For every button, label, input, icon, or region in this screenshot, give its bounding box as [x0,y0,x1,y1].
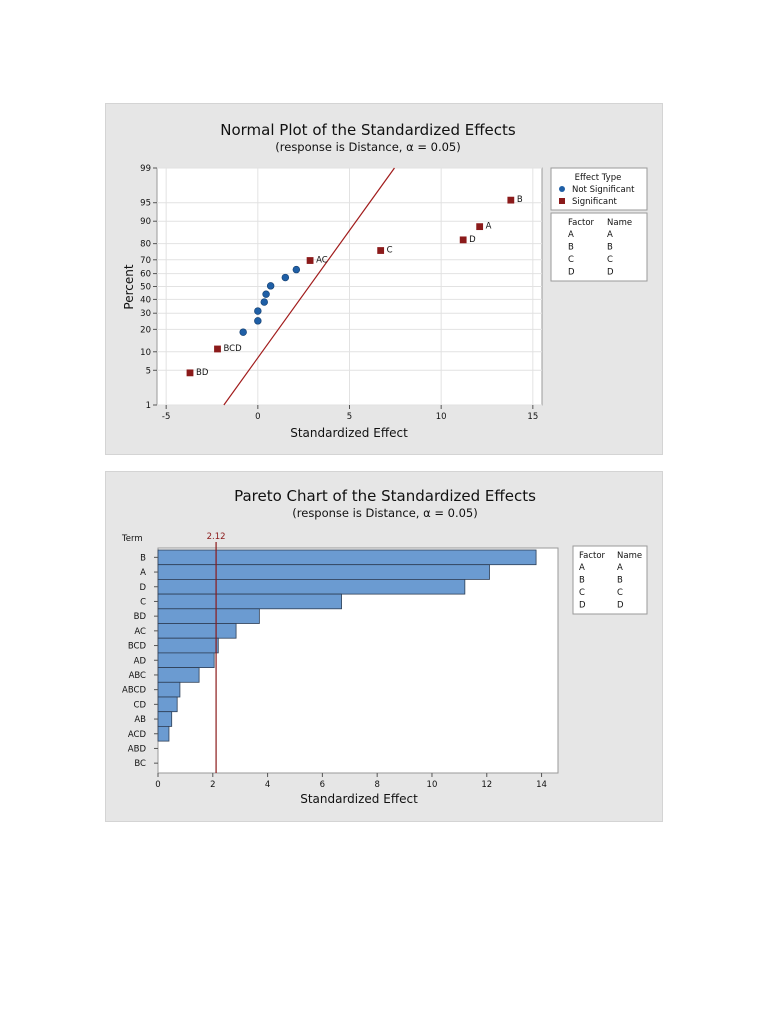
pareto-bar [158,697,177,712]
pareto-xtick-label: 2 [210,780,216,790]
normal-ytick-label: 30 [140,309,151,320]
not-significant-point [254,308,261,315]
normal-ytick-label: 95 [140,198,151,209]
pareto-bar [158,579,465,594]
pareto-term-tick-label: BD [133,612,146,623]
pareto-xtick-label: 8 [374,780,380,790]
effect-type-legend-title: Effect Type [574,173,622,183]
normal-factor-code: D [568,267,575,278]
not-significant-point [261,299,268,306]
normal-plot-xlabel: Standardized Effect [290,426,408,440]
pareto-chart-panel [105,471,663,822]
normal-factor-name: A [607,230,613,240]
normal-name-header: Name [607,218,633,228]
significant-legend-label: Significant [572,197,617,207]
normal-ytick-label: 5 [145,366,151,377]
pareto-factor-header: Factor [579,551,606,561]
not-significant-point [267,282,274,289]
normal-factor-name: D [607,267,614,278]
pareto-term-tick-label: C [140,597,146,608]
pareto-chart-subtitle: (response is Distance, α = 0.05) [292,506,478,520]
pareto-factor-code: C [579,588,585,598]
normal-plot-panel [105,103,663,455]
pareto-bar [158,638,218,653]
normal-xtick-label: 0 [255,412,261,422]
normal-factor-legend-box [551,213,647,281]
pareto-bar [158,624,236,639]
normal-factor-header: Factor [568,218,595,228]
significant-point [460,236,467,243]
normal-xtick-label: 5 [346,412,353,422]
normal-factor-name: B [607,242,613,253]
significant-point-label: D [469,234,476,245]
normal-plot-title: Normal Plot of the Standardized Effects [220,121,516,139]
pareto-xtick-label: 14 [536,780,547,790]
significant-point-label: B [516,195,523,206]
pareto-xtick-label: 4 [264,780,271,790]
normal-ytick-label: 80 [140,239,151,250]
pareto-term-tick-label: B [140,553,146,564]
significant-legend-marker [559,198,565,204]
significant-point-label: BCD [223,343,242,354]
normal-ytick-label: 20 [140,325,151,336]
normal-plot-subtitle: (response is Distance, α = 0.05) [275,140,461,154]
not-significant-legend-label: Not Significant [572,185,635,195]
normal-ytick-label: 90 [140,217,151,228]
pareto-xtick-label: 12 [481,780,493,790]
pareto-bar [158,668,199,683]
significant-point-label: BD [196,367,209,378]
significant-point [377,247,384,254]
pareto-term-tick-label: ACD [127,729,146,740]
pareto-factor-code: B [579,575,585,586]
significant-point [307,257,314,264]
pareto-name-header: Name [617,551,643,561]
significant-point [507,197,514,204]
pareto-term-tick-label: ABC [128,670,146,681]
normal-xtick-label: 10 [435,412,447,422]
pareto-term-tick-label: BCD [127,641,146,652]
significant-point [476,223,483,230]
pareto-term-tick-label: CD [133,700,146,711]
pareto-term-tick-label: D [139,582,146,593]
normal-factor-code: C [568,255,574,265]
pareto-reference-label: 2.12 [206,532,226,542]
normal-ytick-label: 1 [145,401,151,411]
pareto-bar [158,682,180,697]
normal-ytick-label: 40 [140,295,151,306]
pareto-term-tick-label: AC [134,626,146,637]
pareto-factor-code: A [579,563,585,573]
pareto-factor-code: D [579,600,586,611]
pareto-chart-svg [106,472,662,822]
normal-xtick-label: 15 [527,412,539,422]
normal-ytick-label: 70 [140,255,151,266]
not-significant-point [293,266,300,273]
pareto-term-tick-label: AB [134,715,146,726]
pareto-bar [158,594,342,609]
normal-xtick-label: -5 [161,412,171,422]
pareto-term-tick-label: ABCD [122,685,146,696]
normal-ytick-label: 50 [140,282,151,293]
pareto-term-label: Term [122,534,143,544]
normal-ytick-label: 60 [140,269,151,280]
pareto-term-tick-label: ABD [127,744,146,755]
not-significant-point [263,291,270,298]
normal-plot-ylabel: Percent [122,264,136,310]
pareto-xtick-label: 6 [319,780,326,790]
normal-factor-code: B [568,242,574,253]
pareto-bar [158,712,172,727]
pareto-term-tick-label: BC [134,759,146,770]
not-significant-point [282,274,289,281]
not-significant-legend-marker [559,186,565,192]
significant-point-label: A [485,221,492,232]
normal-factor-code: A [568,230,574,240]
pareto-factor-name: C [617,588,623,598]
pareto-factor-name: A [617,563,623,573]
pareto-xlabel: Standardized Effect [300,792,418,806]
not-significant-point [240,329,247,336]
significant-point-label: C [386,245,393,256]
pareto-bar [158,726,169,741]
pareto-chart-title: Pareto Chart of the Standardized Effects [234,487,536,505]
normal-ytick-label: 10 [140,347,151,358]
pareto-bar [158,653,214,668]
not-significant-point [254,317,261,324]
pareto-bar [158,609,259,624]
pareto-xtick-label: 0 [155,780,161,790]
significant-point [214,346,221,353]
normal-factor-name: C [607,255,613,265]
pareto-term-tick-label: AD [133,656,146,667]
pareto-factor-name: D [617,600,624,611]
normal-plot-svg [106,104,662,454]
significant-point-label: AC [316,255,328,266]
pareto-bar [158,550,536,565]
significant-point [187,369,194,376]
pareto-term-tick-label: A [140,568,146,579]
normal-ytick-label: 99 [140,164,151,174]
pareto-factor-name: B [617,575,623,586]
pareto-xtick-label: 10 [426,780,438,790]
pareto-bar [158,565,490,580]
